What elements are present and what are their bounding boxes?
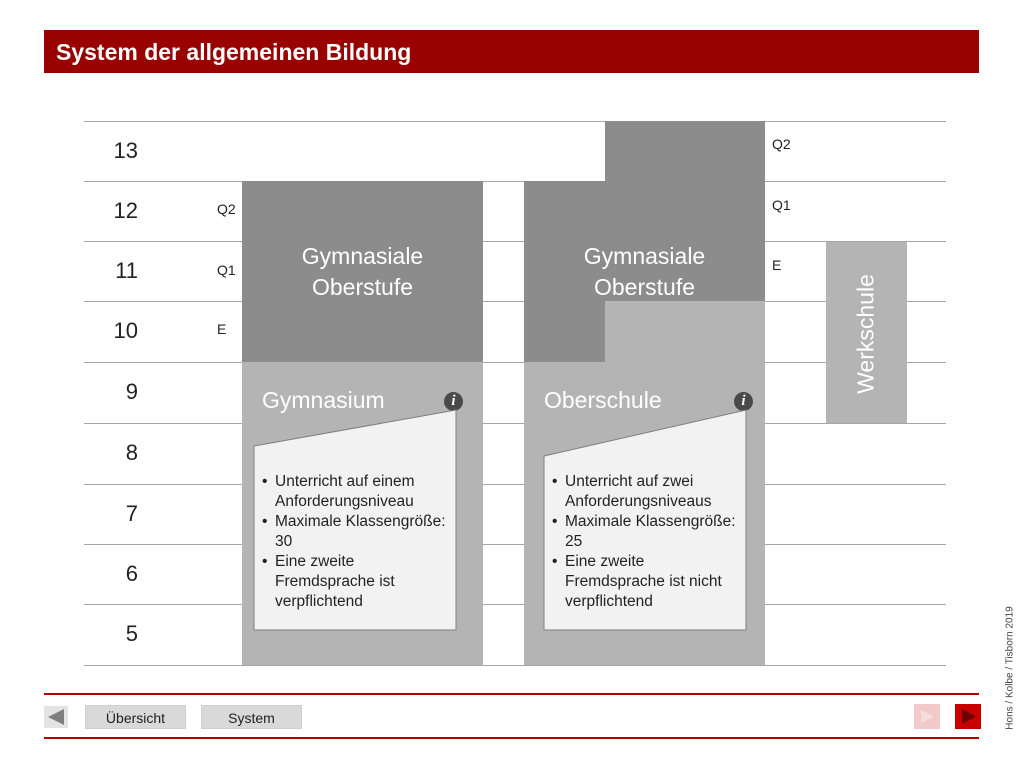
play-right-icon <box>955 704 981 729</box>
grade-row <box>84 604 946 666</box>
forward-disabled-button[interactable] <box>914 704 940 729</box>
grade-label: 10 <box>113 318 138 343</box>
grade-row <box>84 121 946 182</box>
grade-label: 7 <box>125 501 138 526</box>
gymnasium-info-icon[interactable]: i <box>444 392 463 411</box>
grade-row <box>84 423 946 484</box>
grade-row <box>84 181 946 242</box>
grade-row <box>84 241 946 302</box>
play-right-icon <box>914 704 940 729</box>
system-button[interactable]: System <box>201 705 302 729</box>
ober-light-step <box>605 301 765 362</box>
gym-level-e: E <box>217 321 227 337</box>
ober-level-e: E <box>772 257 782 273</box>
title-bar <box>44 30 979 73</box>
ober-oberstufe-bottom <box>524 301 605 362</box>
grade-label: 11 <box>115 258 138 283</box>
grade-label: 8 <box>125 440 138 465</box>
grade-row <box>84 301 946 362</box>
ober-note-item: • Unterricht auf zwei Anforderungsniveaus <box>552 472 747 512</box>
grade-label: 6 <box>125 561 138 586</box>
ober-oberstufe-label: Gymnasiale Oberstufe <box>583 243 706 300</box>
gym-note-item: • Maximale Klassengröße: 30 <box>262 512 457 552</box>
grade-label: 5 <box>125 621 138 646</box>
ober-oberstufe-top <box>605 121 765 182</box>
werkschule-label: Werkschule <box>852 274 879 394</box>
ober-level-q1: Q1 <box>772 197 791 213</box>
grade-label: 9 <box>125 379 138 404</box>
oberschule-label: Oberschule <box>544 387 662 413</box>
oberschule-info-icon[interactable]: i <box>734 392 753 411</box>
footer-divider <box>44 693 979 695</box>
oberschule-note <box>543 408 747 632</box>
grade-label: 13 <box>113 138 138 163</box>
grade-row <box>84 484 946 545</box>
forward-button[interactable] <box>955 704 981 729</box>
ober-note-item: • Maximale Klassengröße: 25 <box>552 512 747 552</box>
gymnasium-note <box>253 408 457 632</box>
page-title: System der allgemeinen Bildung <box>56 39 412 65</box>
grade-row <box>84 544 946 605</box>
gym-oberstufe-label: Gymnasiale Oberstufe <box>301 243 424 300</box>
footer-divider <box>44 737 979 739</box>
grade-row <box>84 362 946 423</box>
gym-note-item: • Unterricht auf einem Anforderungsniveau <box>262 472 457 512</box>
credit-text: Hons / Kolbe / Tisborn 2019 <box>1004 606 1016 730</box>
gym-note-item: • Eine zweite Fremdsprache ist verpflichtend <box>262 552 457 612</box>
overview-button[interactable]: Übersicht <box>85 705 186 729</box>
gymnasium-label: Gymnasium <box>262 387 385 413</box>
ober-level-q2: Q2 <box>772 136 791 152</box>
gym-level-q2: Q2 <box>217 201 236 217</box>
gym-level-q1: Q1 <box>217 262 236 278</box>
ober-note-item: • Eine zweite Fremdsprache ist nicht verpflichtend <box>552 552 747 612</box>
grade-label: 12 <box>113 198 138 223</box>
back-arrow-icon[interactable] <box>44 706 68 728</box>
werkschule-block <box>826 242 907 423</box>
